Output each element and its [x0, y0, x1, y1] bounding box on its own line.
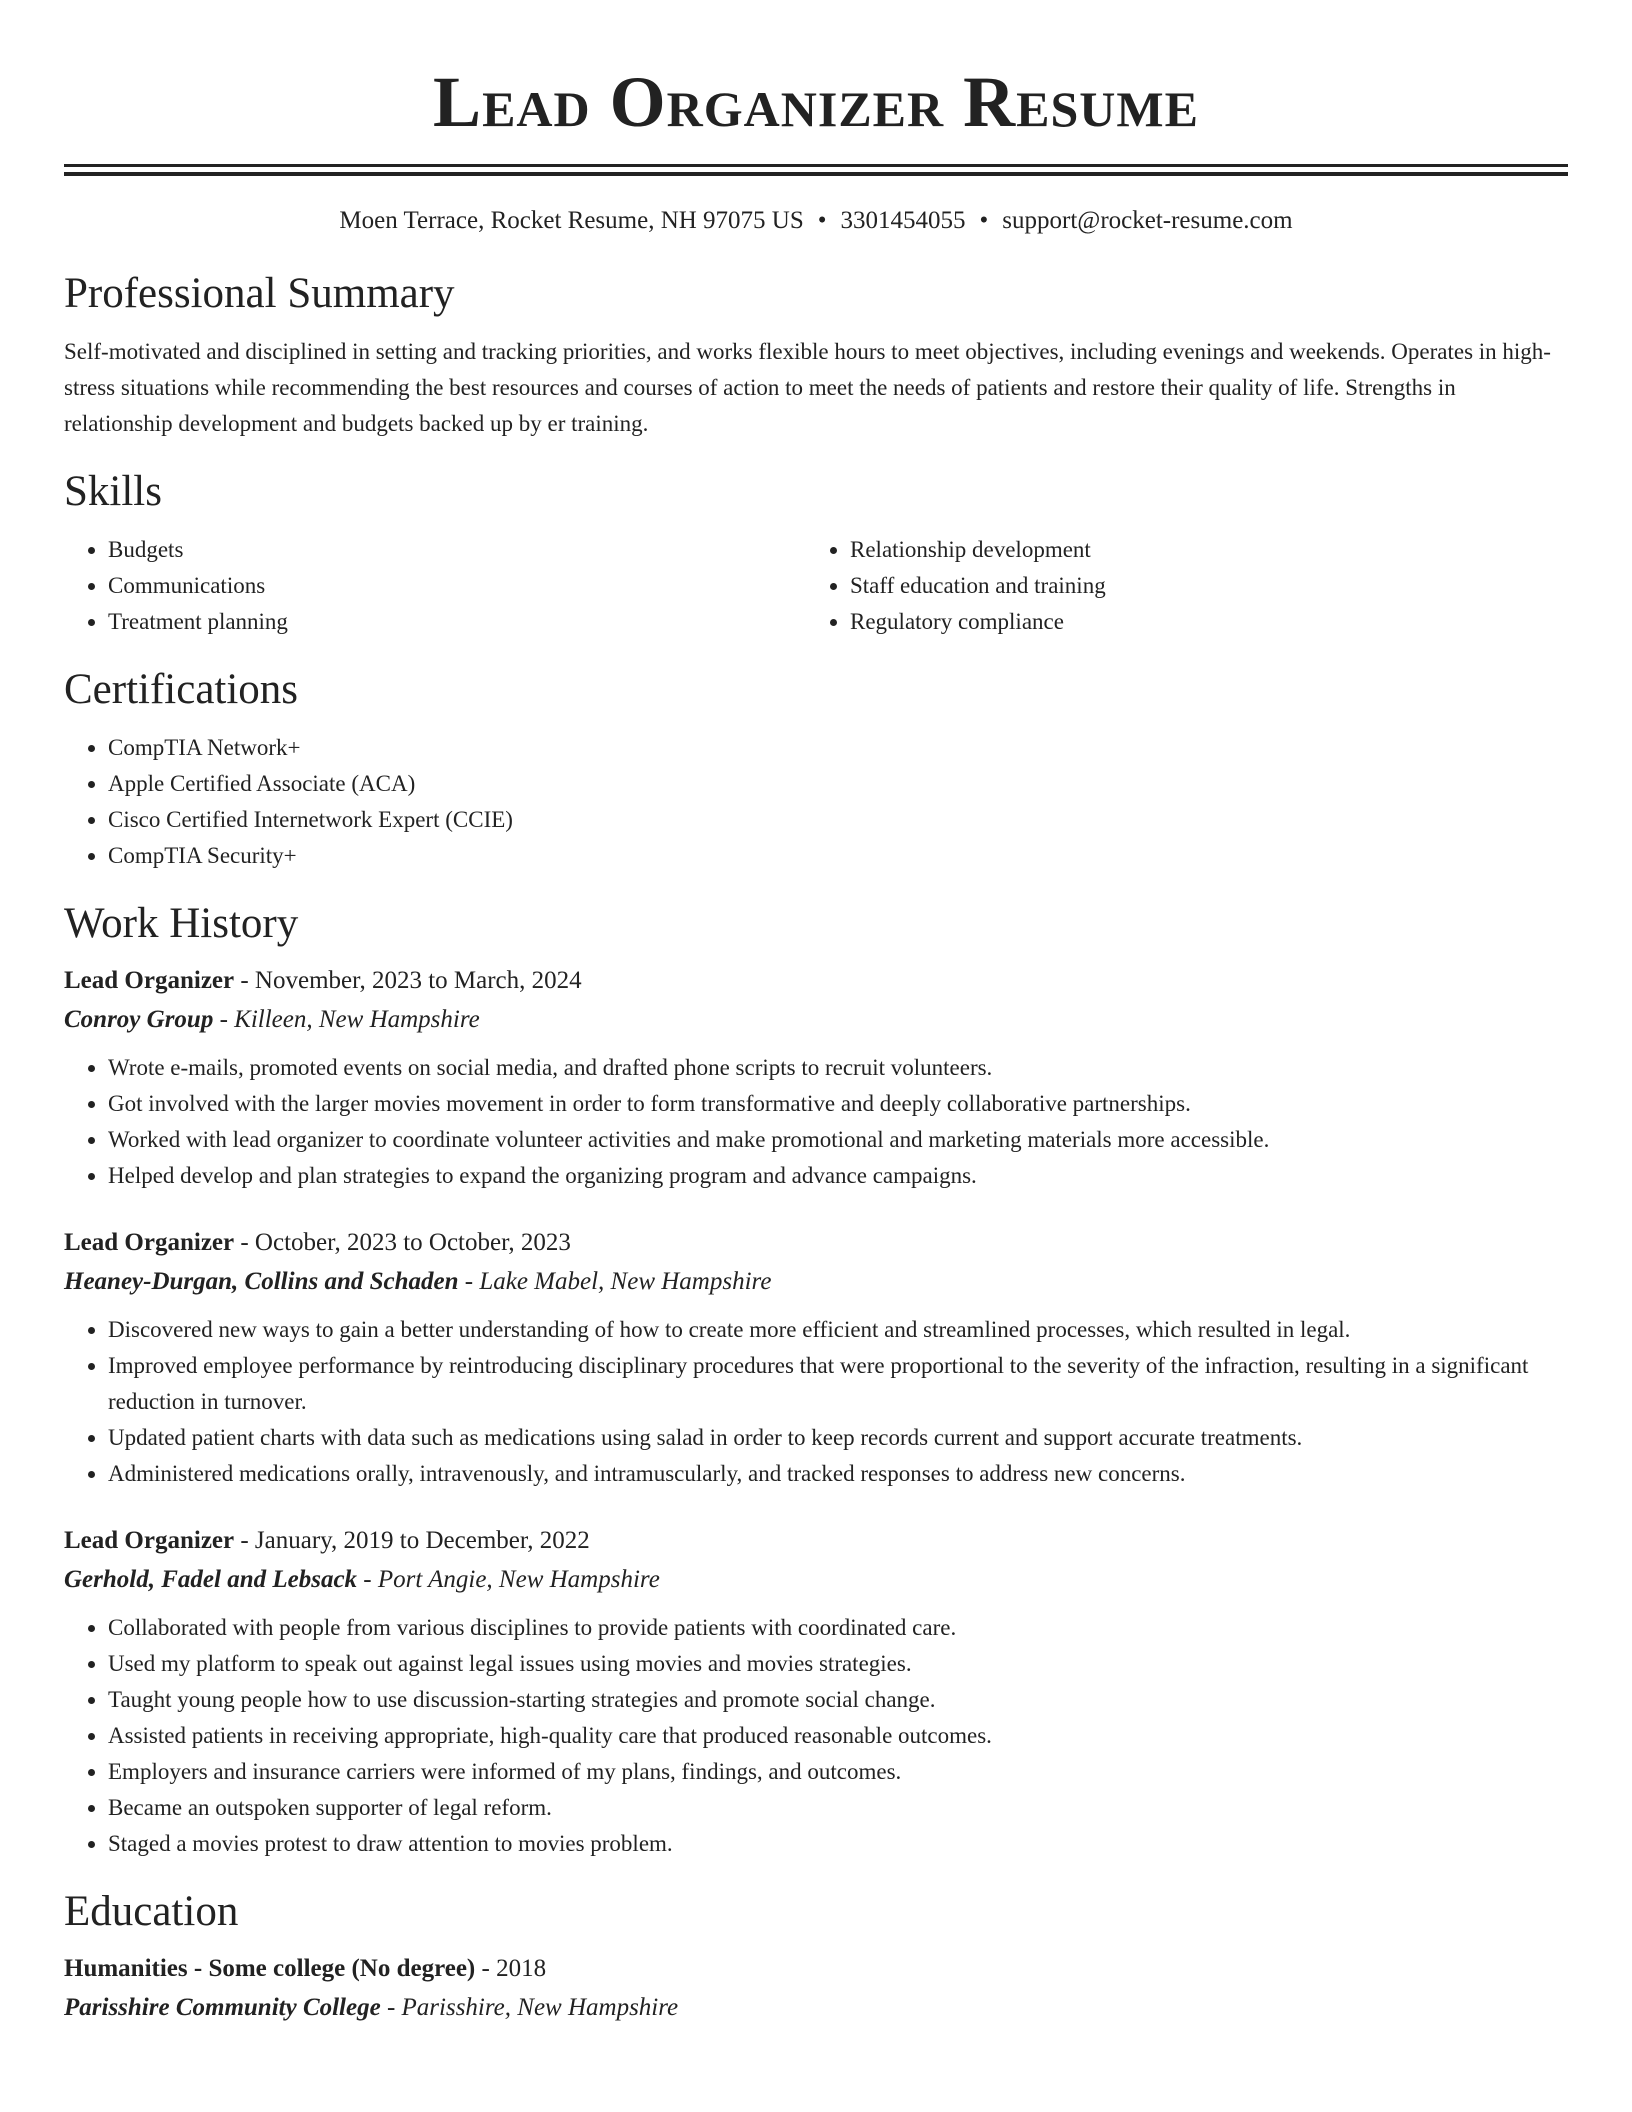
skill-item: • Treatment planning	[108, 604, 806, 640]
job-location: - Port Angie, New Hampshire	[357, 1566, 660, 1593]
job-bullet: • Helped develop and plan strategies to expand the organizing program and advance campaigns.	[108, 1158, 1568, 1194]
job-bullet: • Wrote e-mails, promoted events on social media, and drafted phone scripts to recruit volunteers.	[108, 1050, 1568, 1086]
job-bullet: • Updated patient charts with data such as medications using salad in order to keep records current and support accurate treatments.	[108, 1420, 1568, 1456]
skill-item: • Communications	[108, 568, 806, 604]
contact-email[interactable]: support@rocket-resume.com	[1002, 207, 1293, 234]
education-location: - Parisshire, New Hampshire	[380, 1994, 679, 2021]
job-bullet: • Assisted patients in receiving appropriate, high-quality care that produced reasonable outcomes.	[108, 1718, 1568, 1754]
job-entry	[64, 1224, 1568, 1492]
job-company-line	[64, 1262, 1568, 1302]
certification-item: • Cisco Certified Internetwork Expert (CCIE)	[108, 802, 1568, 838]
job-bullet: • Staged a movies protest to draw attention to movies problem.	[108, 1826, 1568, 1862]
title-divider	[64, 164, 1568, 176]
job-header	[64, 962, 1568, 1000]
job-bullet: • Employers and insurance carriers were informed of my plans, findings, and outcomes.	[108, 1754, 1568, 1790]
job-dates: - January, 2019 to December, 2022	[234, 1527, 590, 1554]
job-company: Gerhold, Fadel and Lebsack	[64, 1566, 358, 1593]
job-bullet: • Became an outspoken supporter of legal reform.	[108, 1790, 1568, 1826]
skill-item: • Budgets	[108, 532, 806, 568]
job-title: Lead Organizer	[64, 1527, 235, 1554]
skill-item: • Relationship development	[850, 532, 1550, 568]
certifications-heading: Certifications	[64, 666, 299, 713]
job-bullet: • Got involved with the larger movies movement in order to form transformative and deeply collaborative partnerships.	[108, 1086, 1568, 1122]
job-bullet: • Worked with lead organizer to coordinate volunteer activities and make promotional and marketing materials more accessible.	[108, 1122, 1568, 1158]
job-title: Lead Organizer	[64, 1229, 235, 1256]
job-dates: - November, 2023 to March, 2024	[234, 967, 582, 994]
contact-phone: 3301454055	[840, 207, 966, 234]
work-history-heading: Work History	[64, 900, 299, 947]
job-company: Conroy Group	[64, 1006, 214, 1033]
job-company-line	[64, 1560, 1568, 1600]
education-entry	[64, 1950, 1568, 2028]
job-company: Heaney-Durgan, Collins and Schaden	[64, 1268, 459, 1295]
job-bullet: • Used my platform to speak out against legal issues using movies and movies strategies.	[108, 1646, 1568, 1682]
job-bullets	[64, 1312, 1568, 1492]
job-bullet: • Taught young people how to use discussion-starting strategies and promote social change.	[108, 1682, 1568, 1718]
education-school: Parisshire Community College	[64, 1994, 381, 2021]
contact-separator: •	[979, 207, 989, 234]
job-entry	[64, 1522, 1568, 1862]
contact-line	[64, 204, 1568, 238]
job-bullets	[64, 1050, 1568, 1194]
skills-list	[64, 532, 1568, 640]
job-location: - Lake Mabel, New Hampshire	[458, 1268, 772, 1295]
job-location: - Killeen, New Hampshire	[213, 1006, 480, 1033]
job-entry	[64, 962, 1568, 1194]
job-bullet: • Administered medications orally, intravenously, and intramuscularly, and tracked responses to address new concerns.	[108, 1456, 1568, 1492]
job-company-line	[64, 1000, 1568, 1040]
job-bullets	[64, 1610, 1568, 1862]
contact-separator: •	[817, 207, 827, 234]
job-header	[64, 1224, 1568, 1262]
education-year: - 2018	[475, 1955, 547, 1982]
education-degree: Humanities - Some college (No degree)	[64, 1955, 476, 1982]
education-header	[64, 1950, 1568, 1988]
skills-heading: Skills	[64, 468, 162, 515]
certification-item: • CompTIA Security+	[108, 838, 1568, 874]
job-title: Lead Organizer	[64, 967, 235, 994]
job-bullet: • Discovered new ways to gain a better understanding of how to create more efficient and streamlined processes, which resulted in legal.	[108, 1312, 1568, 1348]
skills-column-right	[806, 532, 1550, 640]
education-school-line	[64, 1988, 1568, 2028]
education-heading: Education	[64, 1888, 239, 1935]
certifications-list	[64, 730, 1568, 874]
resume-page	[64, 0, 1568, 2028]
skill-item: • Staff education and training	[850, 568, 1550, 604]
summary-heading: Professional Summary	[64, 270, 455, 317]
contact-address: Moen Terrace, Rocket Resume, NH 97075 US	[339, 207, 804, 234]
certification-item: • CompTIA Network+	[108, 730, 1568, 766]
skill-item: • Regulatory compliance	[850, 604, 1550, 640]
certification-item: • Apple Certified Associate (ACA)	[108, 766, 1568, 802]
resume-title: Lead Organizer Resume	[433, 62, 1199, 142]
job-bullet: • Collaborated with people from various disciplines to provide patients with coordinated care.	[108, 1610, 1568, 1646]
job-bullet: • Improved employee performance by reintroducing disciplinary procedures that were proportional to the severity of the infraction, resulting in a significant reduction in turnover.	[108, 1348, 1568, 1420]
skills-column-left	[64, 532, 806, 640]
job-dates: - October, 2023 to October, 2023	[234, 1229, 571, 1256]
job-header	[64, 1522, 1568, 1560]
summary-text: Self-motivated and disciplined in setting and tracking priorities, and works flexible hours to meet objectives, including evenings and weekends. Operates in high-stress situations while recommending the best resources and courses of action to meet the needs of patients and restore their quality of life. Strengths in relationship development and budgets backed up by er training.	[64, 339, 1551, 436]
